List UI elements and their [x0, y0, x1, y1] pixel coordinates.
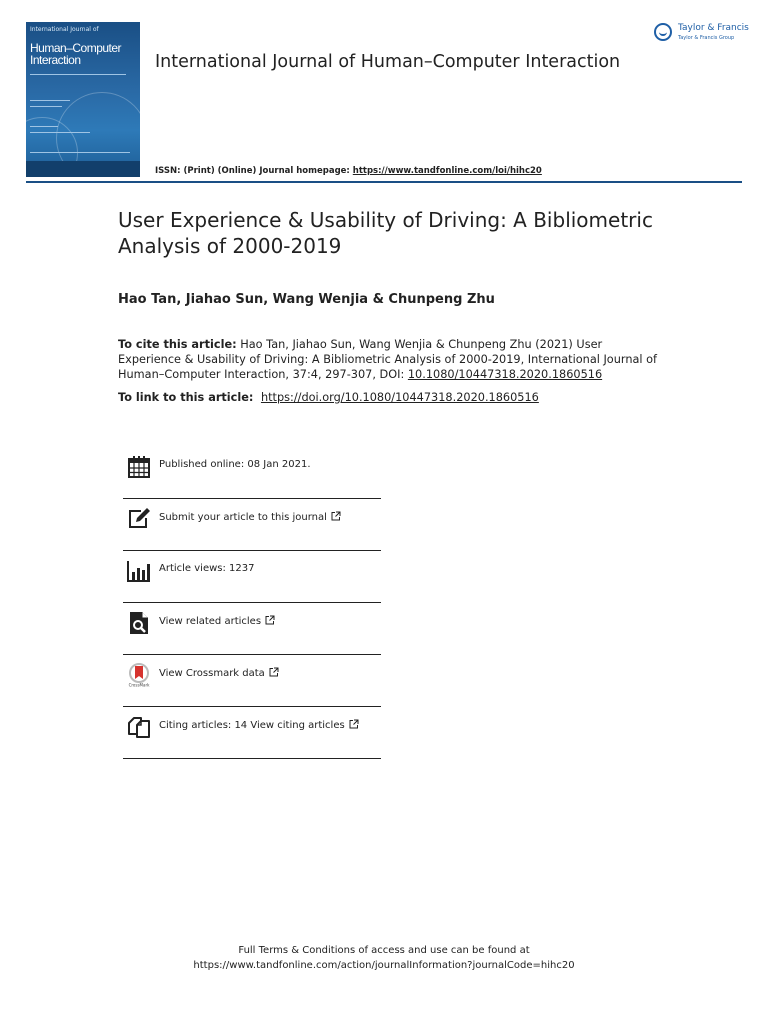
cover-rule — [30, 126, 58, 127]
submit-article-row[interactable] — [123, 499, 381, 551]
external-link-icon — [331, 511, 341, 521]
published-online-row — [123, 447, 381, 499]
published-online-text: Published online: 08 Jan 2021. — [159, 459, 311, 470]
copy-icon — [127, 715, 151, 739]
journal-homepage-link[interactable]: https://www.tandfonline.com/loi/hihc20 — [352, 166, 542, 176]
citation-label: To cite this article: — [118, 338, 237, 351]
search-document-icon — [127, 611, 151, 635]
external-link-icon — [349, 719, 359, 729]
cover-footer-band — [26, 161, 140, 177]
submit-article-link[interactable]: Submit your article to this journal — [159, 511, 341, 523]
terms-url: https://www.tandfonline.com/action/journalInformation?journalCode=hihc20 — [193, 960, 575, 971]
article-info-list — [123, 447, 381, 759]
doi-link[interactable]: 10.1080/10447318.2020.1860516 — [407, 368, 603, 381]
article-link-label: To link to this article: — [118, 391, 258, 404]
crossmark-logo-text: CrossMark — [128, 682, 150, 687]
terms-text: Full Terms & Conditions of access and use can be found at — [238, 945, 530, 956]
cover-small-label: International Journal of — [30, 26, 99, 33]
header-divider — [26, 181, 742, 183]
publisher-group: Taylor & Francis Group — [678, 35, 735, 41]
citing-articles-row[interactable] — [123, 707, 381, 759]
edit-icon — [127, 507, 151, 531]
citation-block — [118, 337, 658, 382]
article-views-row — [123, 551, 381, 603]
crossmark-link[interactable]: View Crossmark data — [159, 667, 279, 679]
cover-rule — [30, 132, 90, 133]
publisher-logo-icon — [654, 23, 672, 41]
calendar-icon — [127, 455, 151, 479]
issn-label: ISSN: (Print) (Online) Journal homepage: — [155, 166, 353, 176]
citation-text: Hao Tan, Jiahao Sun, Wang Wenjia & Chunpeng Zhu (2021) User Experience & Usability of Driving: A Bibliometric Analysis of 2000-2019, International Journal of Human–Computer Interaction, 37:4, 297-307, DOI: — [118, 338, 658, 381]
bar-chart-icon — [127, 559, 151, 583]
article-views-text: Article views: 1237 — [159, 563, 255, 574]
cover-title: Human–Computer Interaction — [30, 41, 122, 67]
crossmark-row[interactable] — [123, 655, 381, 707]
cover-rule — [30, 152, 130, 153]
related-articles-link[interactable]: View related articles — [159, 615, 275, 627]
article-doi-url-link[interactable]: https://doi.org/10.1080/10447318.2020.1860516 — [260, 391, 539, 404]
cover-rule — [30, 100, 70, 101]
article-link-line — [118, 391, 539, 404]
terms-footer — [0, 943, 768, 973]
cover-rule — [30, 74, 126, 75]
citing-articles-link[interactable]: Citing articles: 14 View citing articles — [159, 719, 359, 731]
publisher-logo — [654, 22, 749, 46]
external-link-icon — [265, 615, 275, 625]
article-title: User Experience & Usability of Driving: A Bibliometric Analysis of 2000-2019 — [118, 208, 653, 258]
journal-cover-image — [26, 22, 140, 177]
cover-rule — [30, 106, 62, 107]
related-articles-row[interactable] — [123, 603, 381, 655]
issn-line — [155, 166, 542, 176]
external-link-icon — [269, 667, 279, 677]
crossmark-icon — [127, 663, 151, 687]
journal-title: International Journal of Human–Computer Interaction — [155, 52, 621, 72]
publisher-name: Taylor & Francis — [678, 23, 749, 33]
article-authors: Hao Tan, Jiahao Sun, Wang Wenjia & Chunpeng Zhu — [118, 292, 495, 307]
